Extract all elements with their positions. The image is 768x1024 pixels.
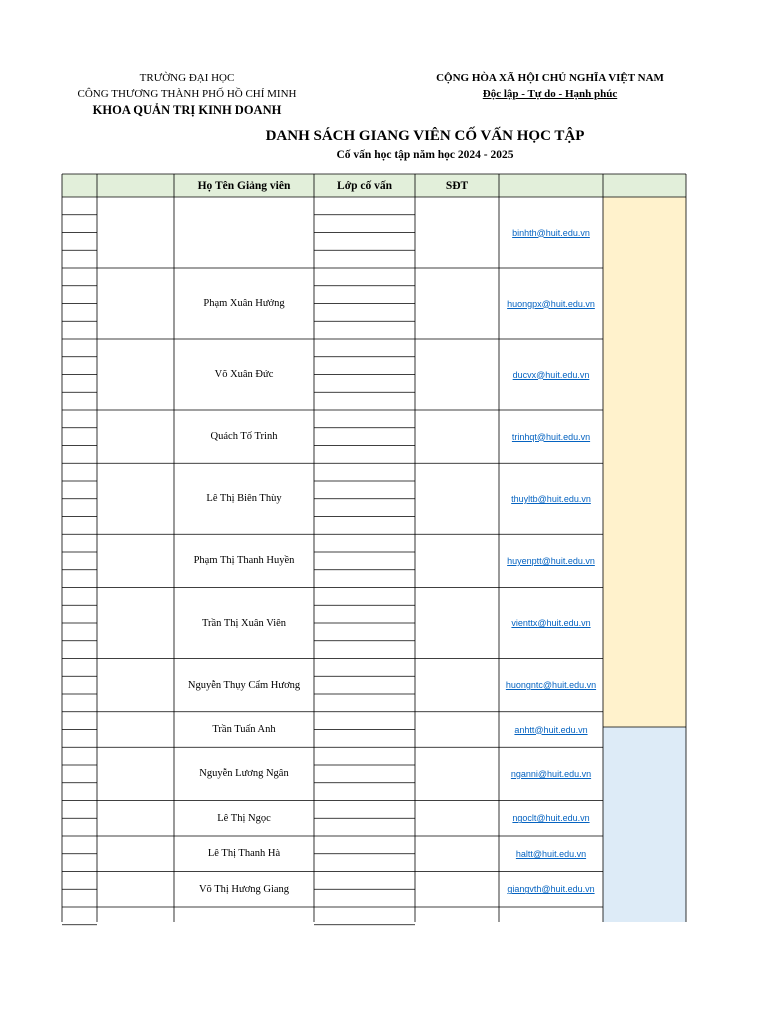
column-header: Họ Tên Giảng viên [197,179,291,192]
lecturer-email-link[interactable]: trinhqt@huit.edu.vn [511,431,591,442]
lecturer-name: Nguyễn Thụy Cẩm Hương [187,679,301,691]
lecturer-name [174,907,314,925]
motto: Độc lập - Tự do - Hạnh phúc [482,88,618,100]
lecturer-email-link[interactable]: nganni@huit.edu.vn [510,768,592,779]
note-fill-blue [603,727,686,922]
lecturer-email-link[interactable]: ducvx@huit.edu.vn [512,369,590,380]
lecturer-email-link[interactable]: thuyltb@huit.edu.vn [511,493,591,504]
column-header [499,174,603,197]
lecturer-email-link[interactable]: giangvth@huit.edu.vn [507,884,595,895]
column-header: Lớp cố vấn [337,179,392,192]
lecturer-email-link[interactable]: huongpx@huit.edu.vn [507,298,595,309]
faculty-name: KHOA QUẢN TRỊ KINH DOANH [92,103,282,117]
document-title: DANH SÁCH GIANG VIÊN CỐ VẤN HỌC TẬP [265,128,585,144]
lecturer-email-link[interactable]: binhth@huit.edu.vn [512,227,590,238]
lecturer-email-link[interactable]: ngoclt@huit.edu.vn [512,813,590,824]
lecturer-name: Trần Tuấn Anh [212,724,276,735]
country-name: CỘNG HÒA XÃ HỘI CHỦ NGHĨA VIỆT NAM [436,72,664,84]
note-fill-yellow [603,197,686,727]
lecturer-email-link[interactable]: anhtt@huit.edu.vn [514,724,588,735]
lecturer-name: Trần Thị Xuân Viên [201,617,287,629]
document-subtitle: Cố vấn học tập năm học 2024 - 2025 [336,149,514,161]
lecturer-name: Lê Thị Biên Thùy [206,493,282,505]
lecturer-name: Phạm Xuân Hưởng [203,298,285,309]
lecturer-email-link[interactable]: haltt@huit.edu.vn [515,848,587,859]
column-header [62,174,97,197]
lecturer-name: Lê Thị Ngọc [217,812,271,824]
lecturer-email-link[interactable]: vienttx@huit.edu.vn [511,618,591,628]
lecturer-name [174,197,314,268]
lecturer-email-link [499,907,603,925]
column-header: SĐT [445,179,469,192]
lecturer-name: Võ Xuân Đức [214,369,274,380]
column-header [97,174,174,197]
lecturer-name: Lê Thị Thanh Hà [207,848,281,860]
lecturer-email-link[interactable]: huyenptt@huit.edu.vn [507,555,595,566]
lecturer-name: Quách Tố Trinh [210,431,278,443]
lecturer-name: Nguyễn Lương Ngân [199,768,289,780]
column-header [603,174,686,197]
lecturer-name: Phạm Thị Thanh Huyền [193,555,295,567]
lecturer-email-link[interactable]: huongntc@huit.edu.vn [505,680,597,691]
school-name-line1: TRƯỜNG ĐẠI HỌC [139,72,235,84]
school-name-line2: CÔNG THƯƠNG THÀNH PHỐ HỒ CHÍ MINH [77,88,297,100]
lecturer-name: Võ Thị Hương Giang [198,883,290,895]
